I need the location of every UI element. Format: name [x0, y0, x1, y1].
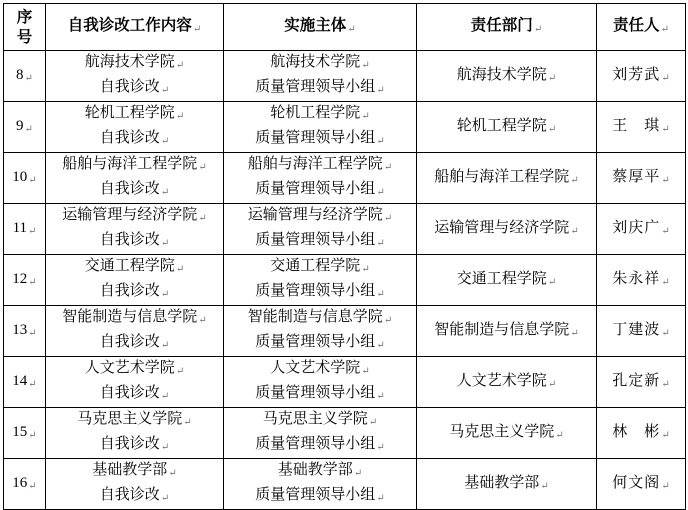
header-person: 责任人↵ — [597, 4, 686, 51]
cell-content: 人文艺术学院↵ 自我诊改↵ — [46, 357, 224, 408]
cell-seq: 11↵ — [4, 204, 46, 255]
cell-seq: 9↵ — [4, 102, 46, 153]
cell-seq: 16↵ — [4, 459, 46, 510]
cell-seq: 10↵ — [4, 153, 46, 204]
table-row — [4, 306, 686, 357]
cell-dept: 人文艺术学院↵ — [417, 357, 597, 408]
cell-person: 孔定新↵ — [597, 357, 686, 408]
cell-person: 刘芳武↵ — [597, 51, 686, 102]
cell-seq: 13↵ — [4, 306, 46, 357]
cell-subject: 交通工程学院↵ 质量管理领导小组↵ — [224, 255, 417, 306]
table-row — [4, 255, 686, 306]
cell-content: 智能制造与信息学院↵ 自我诊改↵ — [46, 306, 224, 357]
cell-content: 轮机工程学院↵ 自我诊改↵ — [46, 102, 224, 153]
cell-dept: 运输管理与经济学院↵ — [417, 204, 597, 255]
table-row — [4, 102, 686, 153]
cell-person: 刘庆广↵ — [597, 204, 686, 255]
cell-seq: 14↵ — [4, 357, 46, 408]
header-content: 自我诊改工作内容↵ — [46, 4, 224, 51]
cell-person: 何文阁↵ — [597, 459, 686, 510]
cell-subject: 人文艺术学院↵ 质量管理领导小组↵ — [224, 357, 417, 408]
cell-person: 丁建波↵ — [597, 306, 686, 357]
cell-content: 航海技术学院↵ 自我诊改↵ — [46, 51, 224, 102]
cell-subject: 运输管理与经济学院↵ 质量管理领导小组↵ — [224, 204, 417, 255]
table-row — [4, 459, 686, 510]
cell-subject: 轮机工程学院↵ 质量管理领导小组↵ — [224, 102, 417, 153]
table-row — [4, 408, 686, 459]
cell-subject: 航海技术学院↵ 质量管理领导小组↵ — [224, 51, 417, 102]
cell-person: 林 彬↵ — [597, 408, 686, 459]
table-row — [4, 204, 686, 255]
cell-dept: 船舶与海洋工程学院↵ — [417, 153, 597, 204]
cell-content: 马克思主义学院↵ 自我诊改↵ — [46, 408, 224, 459]
table-row — [4, 51, 686, 102]
cell-person: 蔡厚平↵ — [597, 153, 686, 204]
cell-subject: 船舶与海洋工程学院↵ 质量管理领导小组↵ — [224, 153, 417, 204]
cell-dept: 智能制造与信息学院↵ — [417, 306, 597, 357]
cell-dept: 交通工程学院↵ — [417, 255, 597, 306]
cell-dept: 航海技术学院↵ — [417, 51, 597, 102]
table-row — [4, 357, 686, 408]
cell-content: 基础教学部↵ 自我诊改↵ — [46, 459, 224, 510]
cell-content: 船舶与海洋工程学院↵ 自我诊改↵ — [46, 153, 224, 204]
cell-content: 交通工程学院↵ 自我诊改↵ — [46, 255, 224, 306]
cell-seq: 8↵ — [4, 51, 46, 102]
cell-subject: 智能制造与信息学院↵ 质量管理领导小组↵ — [224, 306, 417, 357]
cell-seq: 15↵ — [4, 408, 46, 459]
cell-content: 运输管理与经济学院↵ 自我诊改↵ — [46, 204, 224, 255]
responsibility-table — [3, 3, 686, 510]
cell-person: 朱永祥↵ — [597, 255, 686, 306]
table-row — [4, 153, 686, 204]
cell-dept: 基础教学部↵ — [417, 459, 597, 510]
cell-person: 王 琪↵ — [597, 102, 686, 153]
header-row — [4, 4, 686, 51]
header-subject: 实施主体↵ — [224, 4, 417, 51]
cell-dept: 马克思主义学院↵ — [417, 408, 597, 459]
header-dept: 责任部门↵ — [417, 4, 597, 51]
cell-seq: 12↵ — [4, 255, 46, 306]
cell-subject: 基础教学部↵ 质量管理领导小组↵ — [224, 459, 417, 510]
header-seq: 序号 — [4, 4, 46, 51]
cell-subject: 马克思主义学院↵ 质量管理领导小组↵ — [224, 408, 417, 459]
cell-dept: 轮机工程学院↵ — [417, 102, 597, 153]
